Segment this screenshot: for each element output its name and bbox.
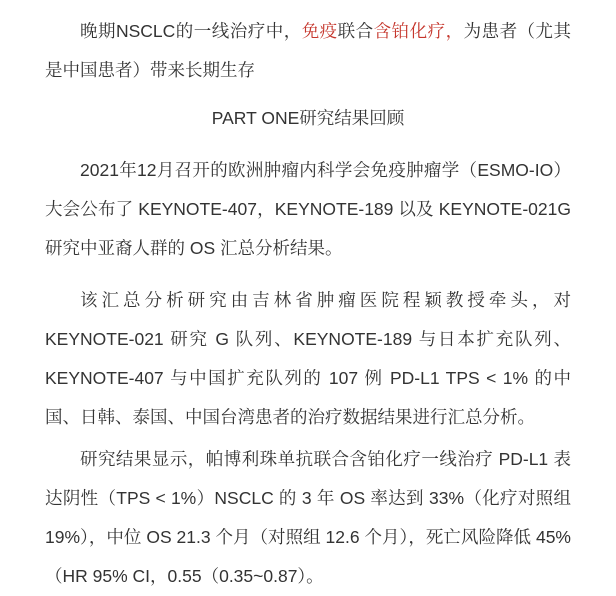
highlighted-text: 含铂化疗， [373,21,464,41]
text-run: 研究结果显示，帕博利珠单抗联合含铂化疗一线治疗 PD-L1 表达阴性（TPS < 1%）NSCLC 的 3 年 OS 率达到 33%（化疗对照组 19%），中位 OS 21.3 个月（对照组 12.6 个月），死亡风险降低 45%（HR 95% CI，0.55（0.35~0.87）。 [45,449,571,586]
article-body [45,12,571,596]
text-run: PART ONE研究结果回顾 [211,108,405,128]
results-paragraph [45,440,571,596]
section-heading [45,99,571,138]
text-run: 晚期NSCLC的一线治疗中， [80,21,302,41]
highlighted-text: 免疫 [301,21,338,41]
pooled-analysis-paragraph [45,281,571,437]
text-run: 2021年12月召开的欧洲肿瘤内科学会免疫肿瘤学（ESMO-IO）大会公布了 KEYNOTE-407，KEYNOTE-189 以及 KEYNOTE-021G 研究中亚裔人群的 OS 汇总分析结果。 [45,160,571,258]
esmo-announcement-paragraph [45,151,571,268]
text-run: 该汇总分析研究由吉林省肿瘤医院程颖教授牵头，对 KEYNOTE-021 研究 G 队列、KEYNOTE-189 与日本扩充队列、KEYNOTE-407 与中国扩充队列的 107 例 PD-L1 TPS < 1% 的中国、日韩、泰国、中国台湾患者的治疗数据结果进行汇总分析。 [45,290,571,427]
intro-paragraph [45,12,571,90]
text-run: 联合 [337,21,374,41]
text-run: 为患者（尤其是中国患者）带来长期生存 [45,21,572,80]
